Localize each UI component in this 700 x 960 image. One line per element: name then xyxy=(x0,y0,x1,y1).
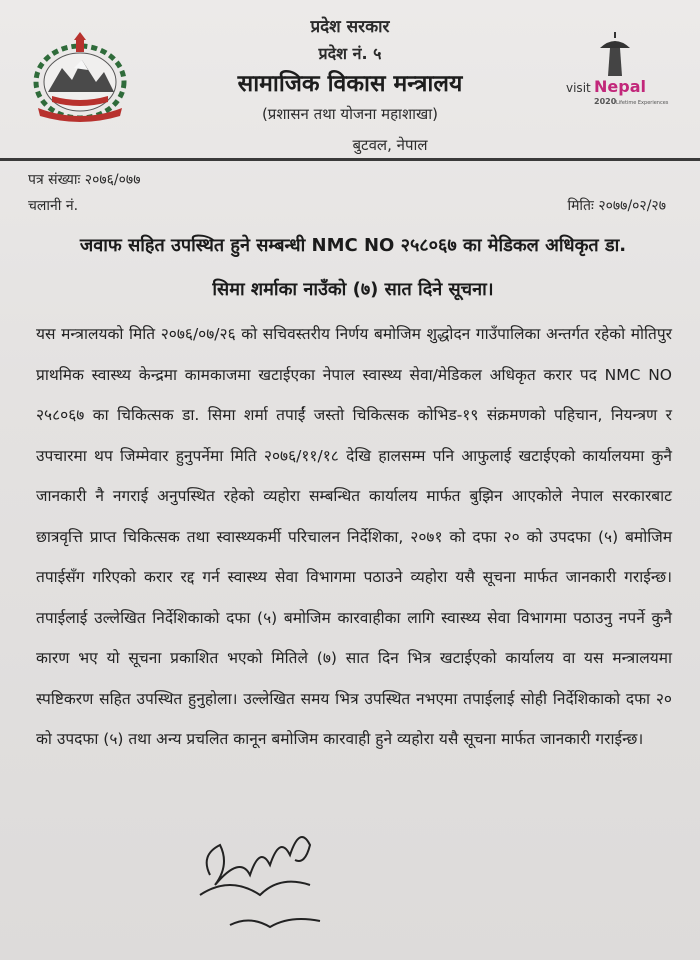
letter-number: पत्र संख्याः २०७६/०७७ xyxy=(28,172,141,188)
province-heading: प्रदेश नं. ५ xyxy=(318,44,382,63)
logo-nepal: Nepal xyxy=(594,77,646,96)
letterhead xyxy=(0,0,700,160)
visit-nepal-logo-icon xyxy=(560,30,670,114)
government-heading: प्रदेश सरकार xyxy=(310,17,390,37)
location-heading: बुटवल, नेपाल xyxy=(352,136,428,154)
logo-year: 2020 xyxy=(594,97,617,106)
subject-line-2: सिमा शर्माका नाउँको (७) सात दिने सूचना। xyxy=(212,279,494,300)
logo-visit: visit xyxy=(566,81,591,95)
division-heading: (प्रशासन तथा योजना महाशाखा) xyxy=(261,105,439,123)
header-divider xyxy=(0,158,700,161)
notice-subject xyxy=(28,224,678,312)
dispatch-number: चलानी नं. xyxy=(28,198,79,214)
ministry-heading: सामाजिक विकास मन्त्रालय xyxy=(237,71,463,97)
subject-line-1: जवाफ सहित उपस्थित हुने सम्बन्धी NMC NO २५८०६७ का मेडिकल अधिकृत डा. xyxy=(79,235,627,256)
signature-icon xyxy=(190,815,350,955)
logo-tagline: Lifetime Experiences xyxy=(616,100,669,106)
notice-body: यस मन्त्रालयको मिति २०७६/०७/२६ को सचिवस्तरीय निर्णय बमोजिम शुद्धोदन गाउँपालिका अन्तर्गत रहेको मोतिपुर प्राथमिक स्वास्थ्य केन्द्रमा कामकाजमा खटाईएका नेपाल स्वास्थ्य सेवा/मेडिकल अधिकृत करार पद NMC NO २५८०६७ का चिकित्सक डा. सिमा शर्मा तपाईं जस्तो चिकित्सक कोभिड-१९ संक्रमणको पहिचान, नियन्त्रण र उपचारमा थप जिम्मेवार हुनुपर्नेमा मिति २०७६/११/१८ देखि हालसम्म पनि आफुलाई खटाईएको कार्यालयमा कुनै जानकारी नै नगराई अनुपस्थित रहेको व्यहोरा सम्बन्धित कार्यालय मार्फत बुझिन आएकोले नेपाल सरकारबाट छात्रवृत्ति प्राप्त चिकित्सक तथा स्वास्थ्यकर्मी परिचालन निर्देशिका, २०७१ को दफा २० को उपदफा (५) बमोजिम तपाईसँग गरिएको करार रद्द गर्न स्वास्थ्य सेवा विभागमा पठाउने व्यहोरा यसै सूचना मार्फत जानकारी गराईन्छ। तपाईलाई उल्लेखित निर्देशिकाको दफा (५) बमोजिम कारवाहीका लागि स्वास्थ्य सेवा विभागमा पठाउनु नपर्ने कुनै कारण भए यो सूचना प्रकाशित भएको मितिले (७) सात दिन भित्र खटाईएको कार्यालय वा यस मन्त्रालयमा स्पष्टिकरण सहित उपस्थित हुनुहोला। उल्लेखित समय भित्र उपस्थित नभएमा तपाईलाई सोही निर्देशिकाको दफा २० को उपदफा (५) तथा अन्य प्रचलित कानून बमोजिम कारवाही हुने व्यहोरा यसै सूचना मार्फत जानकारी गराईन्छ। xyxy=(36,325,672,748)
letter-date: मितिः २०७७/०२/२७ xyxy=(567,198,666,214)
